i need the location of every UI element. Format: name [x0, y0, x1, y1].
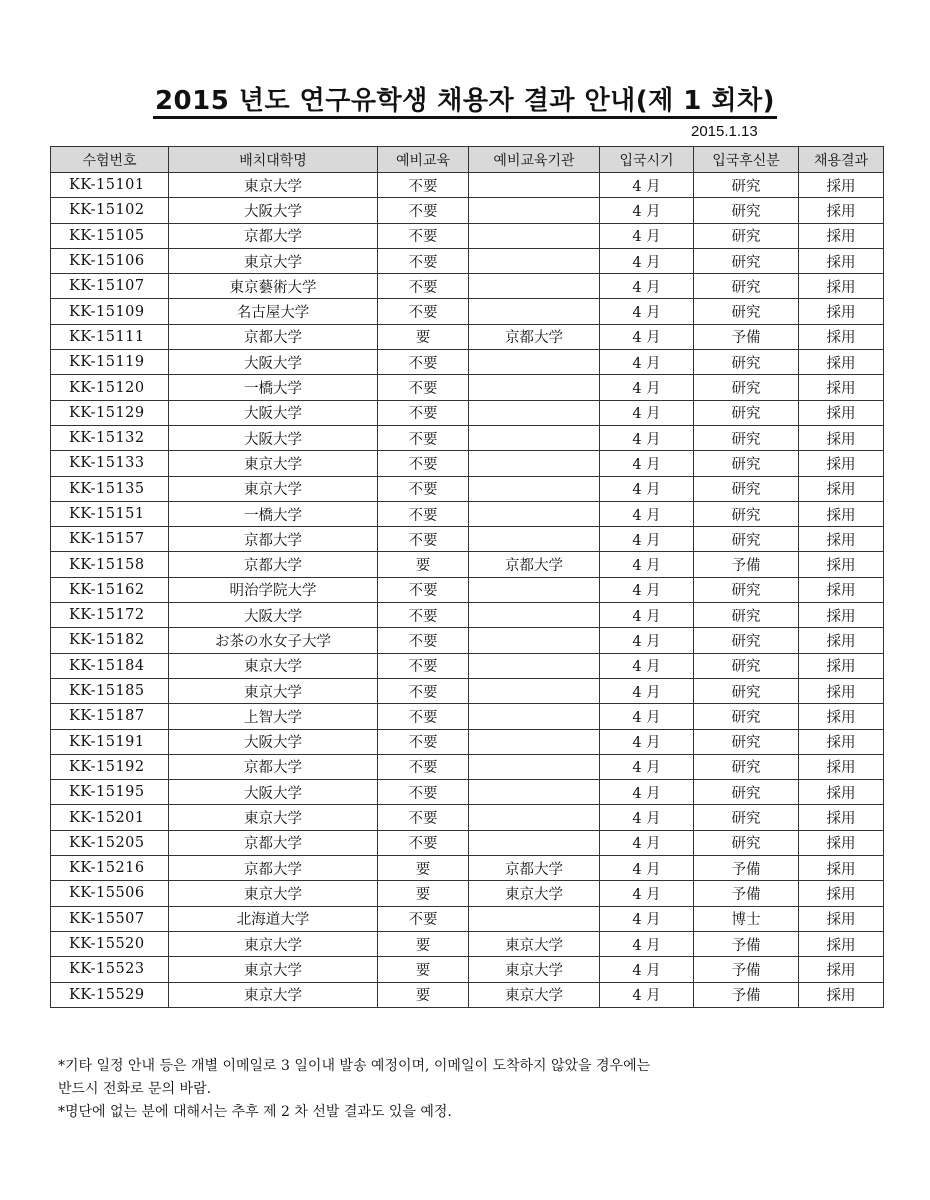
header-prep-institution: 예비교육기관	[469, 147, 600, 173]
prep-institution-cell	[469, 678, 600, 703]
result-cell: 採用	[799, 881, 884, 906]
prep-institution-cell	[469, 400, 600, 425]
exam-number-cell: KK-15129	[51, 400, 169, 425]
prep-institution-cell	[469, 173, 600, 198]
entry-period-cell: 4 月	[600, 248, 694, 273]
result-cell: 採用	[799, 729, 884, 754]
result-cell: 採用	[799, 754, 884, 779]
university-cell: 一橋大学	[169, 375, 378, 400]
entry-period-cell: 4 月	[600, 223, 694, 248]
prep-institution-cell	[469, 425, 600, 450]
university-cell: 明治学院大学	[169, 577, 378, 602]
prep-education-cell: 要	[378, 881, 469, 906]
entry-period-cell: 4 月	[600, 350, 694, 375]
prep-education-cell: 不要	[378, 375, 469, 400]
prep-education-cell: 要	[378, 324, 469, 349]
table-row	[51, 603, 884, 628]
exam-number-cell: KK-15135	[51, 476, 169, 501]
table-row	[51, 678, 884, 703]
entry-period-cell: 4 月	[600, 501, 694, 526]
entry-period-cell: 4 月	[600, 603, 694, 628]
table-row	[51, 982, 884, 1007]
table-row	[51, 577, 884, 602]
result-cell: 採用	[799, 451, 884, 476]
status-cell: 研究	[694, 400, 799, 425]
result-cell: 採用	[799, 552, 884, 577]
status-cell: 研究	[694, 350, 799, 375]
result-cell: 採用	[799, 653, 884, 678]
status-cell: 研究	[694, 173, 799, 198]
university-cell: 東京大学	[169, 805, 378, 830]
prep-education-cell: 不要	[378, 400, 469, 425]
table-header-row	[51, 147, 884, 173]
entry-period-cell: 4 月	[600, 400, 694, 425]
header-prep-education: 예비교육	[378, 147, 469, 173]
entry-period-cell: 4 月	[600, 881, 694, 906]
result-cell: 採用	[799, 704, 884, 729]
table-row	[51, 248, 884, 273]
result-cell: 採用	[799, 476, 884, 501]
university-cell: 東京大学	[169, 451, 378, 476]
table-row	[51, 451, 884, 476]
note-line: *기타 일정 안내 등은 개별 이메일로 3 일이내 발송 예정이며, 이메일이 도착하지 않았을 경우에는	[58, 1058, 651, 1074]
exam-number-cell: KK-15151	[51, 501, 169, 526]
result-cell: 採用	[799, 350, 884, 375]
table-row	[51, 856, 884, 881]
prep-institution-cell	[469, 653, 600, 678]
prep-institution-cell: 京都大学	[469, 856, 600, 881]
result-cell: 採用	[799, 173, 884, 198]
university-cell: 東京藝術大学	[169, 274, 378, 299]
prep-education-cell: 不要	[378, 223, 469, 248]
university-cell: 東京大学	[169, 957, 378, 982]
status-cell: 研究	[694, 754, 799, 779]
university-cell: 大阪大学	[169, 425, 378, 450]
prep-institution-cell	[469, 780, 600, 805]
result-cell: 採用	[799, 223, 884, 248]
exam-number-cell: KK-15529	[51, 982, 169, 1007]
exam-number-cell: KK-15107	[51, 274, 169, 299]
table-row	[51, 830, 884, 855]
document-date: 2015.1.13	[691, 123, 758, 140]
university-cell: 大阪大学	[169, 350, 378, 375]
university-cell: 京都大学	[169, 856, 378, 881]
exam-number-cell: KK-15132	[51, 425, 169, 450]
table-row	[51, 198, 884, 223]
exam-number-cell: KK-15216	[51, 856, 169, 881]
entry-period-cell: 4 月	[600, 628, 694, 653]
status-cell: 研究	[694, 628, 799, 653]
prep-education-cell: 要	[378, 931, 469, 956]
university-cell: 東京大学	[169, 173, 378, 198]
header-university: 배치대학명	[169, 147, 378, 173]
prep-institution-cell: 東京大学	[469, 982, 600, 1007]
header-exam-number: 수험번호	[51, 147, 169, 173]
result-cell: 採用	[799, 198, 884, 223]
prep-education-cell: 要	[378, 957, 469, 982]
result-cell: 採用	[799, 957, 884, 982]
university-cell: 大阪大学	[169, 400, 378, 425]
prep-institution-cell	[469, 451, 600, 476]
status-cell: 予備	[694, 324, 799, 349]
result-cell: 採用	[799, 628, 884, 653]
university-cell: 京都大学	[169, 830, 378, 855]
prep-education-cell: 不要	[378, 501, 469, 526]
prep-institution-cell	[469, 476, 600, 501]
university-cell: 東京大学	[169, 678, 378, 703]
exam-number-cell: KK-15182	[51, 628, 169, 653]
result-cell: 採用	[799, 400, 884, 425]
table-row	[51, 223, 884, 248]
result-cell: 採用	[799, 248, 884, 273]
status-cell: 研究	[694, 248, 799, 273]
entry-period-cell: 4 月	[600, 274, 694, 299]
prep-education-cell: 不要	[378, 248, 469, 273]
status-cell: 研究	[694, 678, 799, 703]
table-row	[51, 375, 884, 400]
document-title-text: 2015 년도 연구유학생 채용자 결과 안내(제 1 회차)	[153, 86, 777, 119]
table-row	[51, 552, 884, 577]
status-cell: 研究	[694, 299, 799, 324]
table-row	[51, 628, 884, 653]
exam-number-cell: KK-15520	[51, 931, 169, 956]
exam-number-cell: KK-15158	[51, 552, 169, 577]
prep-education-cell: 不要	[378, 830, 469, 855]
result-cell: 採用	[799, 299, 884, 324]
prep-institution-cell	[469, 375, 600, 400]
exam-number-cell: KK-15185	[51, 678, 169, 703]
entry-period-cell: 4 月	[600, 856, 694, 881]
entry-period-cell: 4 月	[600, 198, 694, 223]
entry-period-cell: 4 月	[600, 173, 694, 198]
status-cell: 研究	[694, 451, 799, 476]
university-cell: 東京大学	[169, 881, 378, 906]
table-row	[51, 931, 884, 956]
prep-education-cell: 不要	[378, 780, 469, 805]
exam-number-cell: KK-15109	[51, 299, 169, 324]
prep-institution-cell	[469, 501, 600, 526]
prep-institution-cell	[469, 198, 600, 223]
table-row	[51, 173, 884, 198]
table-row	[51, 906, 884, 931]
result-cell: 採用	[799, 425, 884, 450]
prep-institution-cell	[469, 248, 600, 273]
university-cell: 京都大学	[169, 527, 378, 552]
prep-education-cell: 不要	[378, 527, 469, 552]
header-entry-period: 입국시기	[600, 147, 694, 173]
entry-period-cell: 4 月	[600, 375, 694, 400]
result-cell: 採用	[799, 780, 884, 805]
result-cell: 採用	[799, 906, 884, 931]
university-cell: 京都大学	[169, 754, 378, 779]
result-cell: 採用	[799, 501, 884, 526]
table-row	[51, 299, 884, 324]
university-cell: 名古屋大学	[169, 299, 378, 324]
result-cell: 採用	[799, 931, 884, 956]
exam-number-cell: KK-15120	[51, 375, 169, 400]
university-cell: 一橋大学	[169, 501, 378, 526]
university-cell: 東京大学	[169, 248, 378, 273]
prep-education-cell: 不要	[378, 350, 469, 375]
status-cell: 研究	[694, 501, 799, 526]
exam-number-cell: KK-15191	[51, 729, 169, 754]
entry-period-cell: 4 月	[600, 476, 694, 501]
university-cell: 京都大学	[169, 324, 378, 349]
exam-number-cell: KK-15102	[51, 198, 169, 223]
university-cell: 京都大学	[169, 223, 378, 248]
table-row	[51, 704, 884, 729]
exam-number-cell: KK-15106	[51, 248, 169, 273]
exam-number-cell: KK-15133	[51, 451, 169, 476]
status-cell: 研究	[694, 729, 799, 754]
university-cell: 大阪大学	[169, 729, 378, 754]
university-cell: 東京大学	[169, 476, 378, 501]
result-cell: 採用	[799, 830, 884, 855]
prep-institution-cell	[469, 906, 600, 931]
prep-education-cell: 不要	[378, 451, 469, 476]
prep-institution-cell	[469, 274, 600, 299]
results-table	[50, 146, 884, 1008]
table-row	[51, 729, 884, 754]
entry-period-cell: 4 月	[600, 552, 694, 577]
entry-period-cell: 4 月	[600, 451, 694, 476]
entry-period-cell: 4 月	[600, 425, 694, 450]
result-cell: 採用	[799, 527, 884, 552]
exam-number-cell: KK-15101	[51, 173, 169, 198]
exam-number-cell: KK-15195	[51, 780, 169, 805]
entry-period-cell: 4 月	[600, 906, 694, 931]
status-cell: 研究	[694, 577, 799, 602]
entry-period-cell: 4 月	[600, 324, 694, 349]
prep-institution-cell	[469, 603, 600, 628]
status-cell: 研究	[694, 805, 799, 830]
table-row	[51, 501, 884, 526]
prep-institution-cell	[469, 754, 600, 779]
university-cell: お茶の水女子大学	[169, 628, 378, 653]
prep-education-cell: 要	[378, 552, 469, 577]
prep-education-cell: 不要	[378, 754, 469, 779]
document-title	[0, 80, 930, 117]
exam-number-cell: KK-15506	[51, 881, 169, 906]
table-row	[51, 653, 884, 678]
prep-education-cell: 不要	[378, 425, 469, 450]
entry-period-cell: 4 月	[600, 577, 694, 602]
note-line: *명단에 없는 분에 대해서는 추후 제 2 차 선발 결과도 있을 예정.	[58, 1104, 452, 1120]
prep-institution-cell	[469, 830, 600, 855]
header-status-after-entry: 입국후신분	[694, 147, 799, 173]
prep-education-cell: 不要	[378, 906, 469, 931]
table-row	[51, 754, 884, 779]
exam-number-cell: KK-15507	[51, 906, 169, 931]
prep-education-cell: 不要	[378, 653, 469, 678]
status-cell: 研究	[694, 830, 799, 855]
exam-number-cell: KK-15192	[51, 754, 169, 779]
entry-period-cell: 4 月	[600, 780, 694, 805]
prep-institution-cell	[469, 628, 600, 653]
university-cell: 東京大学	[169, 653, 378, 678]
entry-period-cell: 4 月	[600, 299, 694, 324]
status-cell: 予備	[694, 881, 799, 906]
prep-education-cell: 不要	[378, 729, 469, 754]
university-cell: 東京大学	[169, 931, 378, 956]
prep-institution-cell: 東京大学	[469, 931, 600, 956]
entry-period-cell: 4 月	[600, 754, 694, 779]
exam-number-cell: KK-15184	[51, 653, 169, 678]
status-cell: 予備	[694, 957, 799, 982]
table-row	[51, 780, 884, 805]
table-row	[51, 957, 884, 982]
exam-number-cell: KK-15162	[51, 577, 169, 602]
university-cell: 京都大学	[169, 552, 378, 577]
university-cell: 大阪大学	[169, 198, 378, 223]
exam-number-cell: KK-15111	[51, 324, 169, 349]
table-row	[51, 527, 884, 552]
result-cell: 採用	[799, 324, 884, 349]
table-row	[51, 400, 884, 425]
prep-education-cell: 不要	[378, 274, 469, 299]
status-cell: 研究	[694, 375, 799, 400]
university-cell: 大阪大学	[169, 780, 378, 805]
entry-period-cell: 4 月	[600, 653, 694, 678]
result-cell: 採用	[799, 274, 884, 299]
exam-number-cell: KK-15523	[51, 957, 169, 982]
header-result: 채용결과	[799, 147, 884, 173]
prep-education-cell: 不要	[378, 628, 469, 653]
exam-number-cell: KK-15119	[51, 350, 169, 375]
entry-period-cell: 4 月	[600, 931, 694, 956]
prep-education-cell: 不要	[378, 299, 469, 324]
entry-period-cell: 4 月	[600, 704, 694, 729]
university-cell: 大阪大学	[169, 603, 378, 628]
prep-institution-cell	[469, 527, 600, 552]
status-cell: 研究	[694, 274, 799, 299]
university-cell: 北海道大学	[169, 906, 378, 931]
entry-period-cell: 4 月	[600, 678, 694, 703]
table-row	[51, 425, 884, 450]
table-body	[51, 173, 884, 1008]
table-row	[51, 350, 884, 375]
note-line: 반드시 전화로 문의 바람.	[58, 1081, 212, 1097]
entry-period-cell: 4 月	[600, 527, 694, 552]
prep-education-cell: 不要	[378, 577, 469, 602]
table-row	[51, 805, 884, 830]
status-cell: 予備	[694, 931, 799, 956]
prep-education-cell: 不要	[378, 603, 469, 628]
prep-institution-cell: 東京大学	[469, 881, 600, 906]
result-cell: 採用	[799, 577, 884, 602]
status-cell: 研究	[694, 223, 799, 248]
table-row	[51, 476, 884, 501]
prep-institution-cell	[469, 704, 600, 729]
status-cell: 研究	[694, 780, 799, 805]
exam-number-cell: KK-15205	[51, 830, 169, 855]
entry-period-cell: 4 月	[600, 830, 694, 855]
prep-institution-cell: 京都大学	[469, 552, 600, 577]
status-cell: 研究	[694, 603, 799, 628]
entry-period-cell: 4 月	[600, 982, 694, 1007]
exam-number-cell: KK-15187	[51, 704, 169, 729]
prep-education-cell: 不要	[378, 173, 469, 198]
result-cell: 採用	[799, 856, 884, 881]
prep-education-cell: 不要	[378, 678, 469, 703]
result-cell: 採用	[799, 375, 884, 400]
result-cell: 採用	[799, 678, 884, 703]
prep-education-cell: 要	[378, 856, 469, 881]
status-cell: 研究	[694, 425, 799, 450]
exam-number-cell: KK-15157	[51, 527, 169, 552]
university-cell: 上智大学	[169, 704, 378, 729]
prep-education-cell: 不要	[378, 476, 469, 501]
prep-institution-cell	[469, 350, 600, 375]
status-cell: 予備	[694, 982, 799, 1007]
prep-institution-cell	[469, 729, 600, 754]
table-row	[51, 274, 884, 299]
exam-number-cell: KK-15201	[51, 805, 169, 830]
result-cell: 採用	[799, 603, 884, 628]
status-cell: 研究	[694, 704, 799, 729]
status-cell: 予備	[694, 856, 799, 881]
result-cell: 採用	[799, 982, 884, 1007]
exam-number-cell: KK-15105	[51, 223, 169, 248]
status-cell: 研究	[694, 198, 799, 223]
exam-number-cell: KK-15172	[51, 603, 169, 628]
prep-institution-cell	[469, 223, 600, 248]
prep-education-cell: 不要	[378, 198, 469, 223]
status-cell: 研究	[694, 476, 799, 501]
prep-institution-cell	[469, 299, 600, 324]
prep-education-cell: 要	[378, 982, 469, 1007]
status-cell: 博士	[694, 906, 799, 931]
university-cell: 東京大学	[169, 982, 378, 1007]
status-cell: 予備	[694, 552, 799, 577]
prep-institution-cell	[469, 805, 600, 830]
prep-institution-cell: 京都大学	[469, 324, 600, 349]
table-row	[51, 324, 884, 349]
entry-period-cell: 4 月	[600, 729, 694, 754]
entry-period-cell: 4 月	[600, 957, 694, 982]
status-cell: 研究	[694, 653, 799, 678]
prep-institution-cell	[469, 577, 600, 602]
prep-education-cell: 不要	[378, 805, 469, 830]
notes	[58, 1055, 878, 1124]
result-cell: 採用	[799, 805, 884, 830]
prep-institution-cell: 東京大学	[469, 957, 600, 982]
entry-period-cell: 4 月	[600, 805, 694, 830]
status-cell: 研究	[694, 527, 799, 552]
prep-education-cell: 不要	[378, 704, 469, 729]
table-row	[51, 881, 884, 906]
